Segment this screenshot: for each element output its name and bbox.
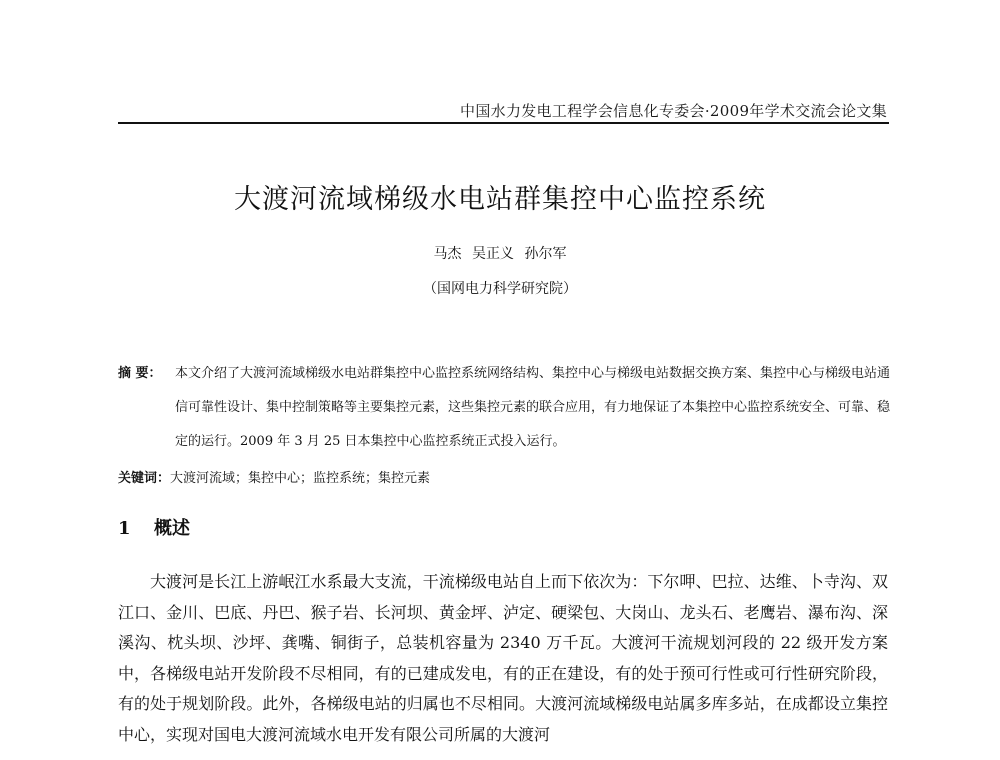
section-heading bbox=[118, 514, 190, 540]
keywords-text: 大渡河流域；集控中心；监控系统；集控元素 bbox=[170, 471, 431, 486]
paper-authors: 马杰 吴正义 孙尔军 bbox=[433, 246, 567, 262]
running-header: 中国水力发电工程学会信息化专委会·2009年学术交流会论文集 bbox=[460, 102, 887, 120]
abstract-label: 摘 要： bbox=[118, 366, 162, 381]
keywords bbox=[118, 467, 430, 486]
paper-title: 大渡河流域梯级水电站群集控中心监控系统 bbox=[234, 184, 766, 215]
paper-affiliation: （国网电力科学研究院） bbox=[423, 281, 577, 297]
section-number: 1 bbox=[118, 518, 131, 539]
abstract bbox=[118, 357, 890, 459]
abstract-text: 本文介绍了大渡河流域梯级水电站群集控中心监控系统网络结构、集控中心与梯级电站数据交换方案、集控中心与梯级电站通信可靠性设计、集中控制策略等主要集控元素，这些集控元素的联合应用，有力地保证了本集控中心监控系统安全、可靠、稳定的运行。2009 年 3 月 25 日本集控中心监控系统正式投入运行。 bbox=[175, 366, 891, 449]
body-paragraph: 大渡河是长江上游岷江水系最大支流，干流梯级电站自上而下依次为：下尔呷、巴拉、达维、卜寺沟、双江口、金川、巴底、丹巴、猴子岩、长河坝、黄金坪、泸定、硬梁包、大岗山、龙头石、老鹰岩、瀑布沟、深溪沟、枕头坝、沙坪、龚嘴、铜街子，总装机容量为 2340 万千瓦。大渡河干流规划河段的 22 级开发方案中，各梯级电站开发阶段不尽相同，有的已建成发电，有的正在建设，有的处于预可行性或可行性研究阶段，有的处于规划阶段。此外，各梯级电站的归属也不尽相同。大渡河流域梯级电站属多库多站，在成都设立集控中心，实现对国电大渡河流域水电开发有限公司所属的大渡河 bbox=[118, 572, 888, 744]
keywords-label: 关键词： bbox=[118, 471, 171, 486]
header-rule bbox=[118, 122, 889, 124]
section-title: 概述 bbox=[154, 518, 190, 539]
